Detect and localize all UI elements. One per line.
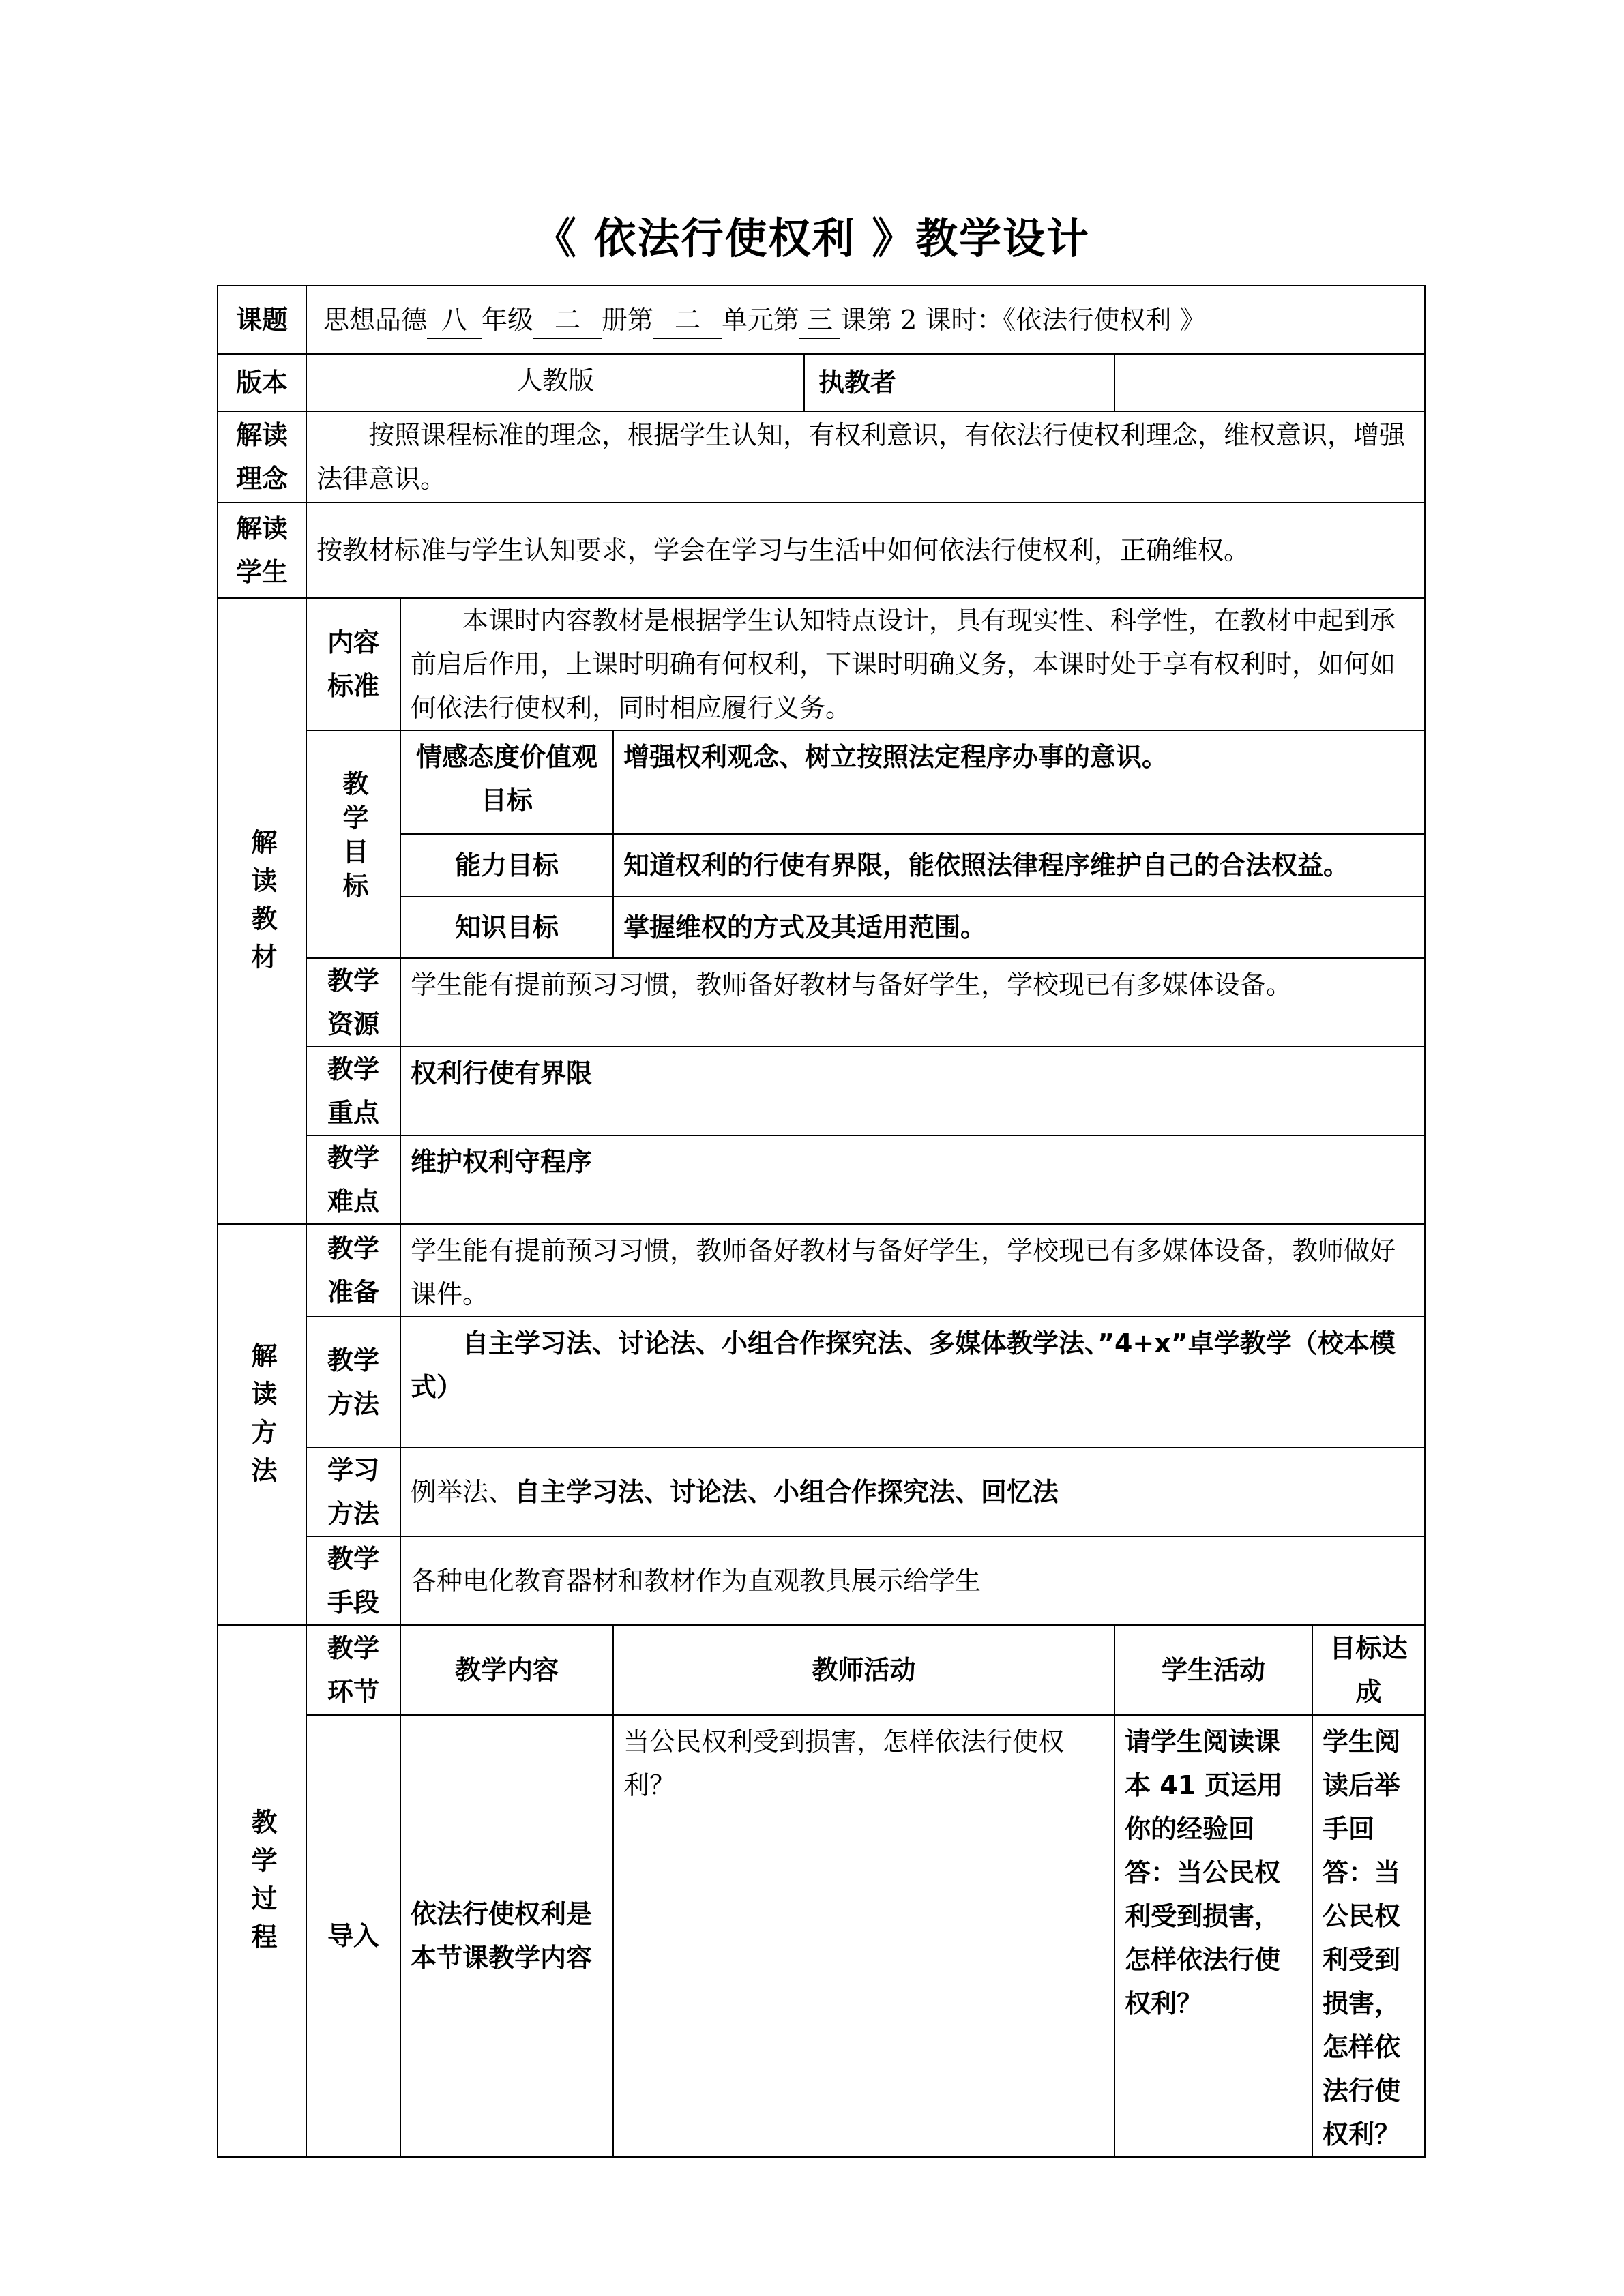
methods-label-text: 解读方法 (247, 1341, 277, 1495)
textbook-label-text: 解读教材 (247, 828, 277, 981)
resources-row (218, 958, 1425, 1047)
goal-label-2: 能力目标 (400, 834, 613, 897)
learn-method-cell (400, 1448, 1425, 1536)
concept-row (218, 411, 1425, 503)
process-content: 依法行使权利是本节课教学内容 (400, 1715, 613, 2157)
key-row (218, 1047, 1425, 1135)
lesson-plan-table (217, 285, 1426, 2158)
students-text: 按教材标准与学生认知要求，学会在学习与生活中如何依法行使权利，正确维权。 (306, 503, 1425, 598)
topic-row (218, 286, 1425, 354)
concept-text: 按照课程标准的理念，根据学生认知，有权利意识，有依法行使权利理念，维权意识，增强法律意识。 (306, 411, 1425, 503)
content-standard-text: 本课时内容教材是根据学生认知特点设计，具有现实性、科学性，在教材中起到承前启后作用，上课时明确有何权利，下课时明确义务，本课时处于享有权利时，如何如何依法行使权利，同时相应履行义务。 (400, 598, 1425, 730)
teach-method-text: 自主学习法、讨论法、小组合作探究法、多媒体教学法、”4+x”卓学教学（校本模式） (400, 1317, 1425, 1448)
teacher-label: 执教者 (804, 354, 1114, 411)
topic-volume: 二 (533, 302, 602, 339)
document-title: 《 依法行使权利 》教学设计 (533, 213, 1091, 263)
topic-unit-suffix: 单元第 (722, 305, 800, 335)
content-standard-row (218, 598, 1425, 730)
learn-method-label: 学习方法 (306, 1448, 400, 1536)
goal-label-3: 知识目标 (400, 897, 613, 958)
process-header-content: 教学内容 (400, 1625, 613, 1715)
learn-method-rest: 自主学习法、讨论法、小组合作探究法、回忆法 (514, 1477, 1059, 1507)
topic-grade: 八 (427, 302, 482, 339)
students-row (218, 503, 1425, 598)
prep-label: 教学准备 (306, 1224, 400, 1317)
process-header-stage: 教学环节 (306, 1625, 400, 1715)
topic-label: 课题 (218, 286, 306, 354)
learn-method-prefix: 例举法、 (411, 1477, 515, 1507)
prep-row (218, 1224, 1425, 1317)
textbook-label (218, 598, 306, 1224)
teach-method-label: 教学方法 (306, 1317, 400, 1448)
difficulty-row (218, 1135, 1425, 1224)
topic-subject: 思想品德 (323, 305, 428, 335)
goal-label-1: 情感态度价值观目标 (400, 730, 613, 834)
edition-label: 版本 (218, 354, 306, 411)
topic-lesson: 三 (799, 302, 840, 339)
students-label: 解读学生 (218, 503, 306, 598)
prep-text: 学生能有提前预习习惯，教师备好教材与备好学生，学校现已有多媒体设备，教师做好课件。 (400, 1224, 1425, 1317)
key-label: 教学重点 (306, 1047, 400, 1135)
learn-method-row (218, 1448, 1425, 1536)
process-header-goal: 目标达成 (1312, 1625, 1425, 1715)
teach-method-row (218, 1317, 1425, 1448)
goal-text-1: 增强权利观念、树立按照法定程序办事的意识。 (613, 730, 1425, 834)
resources-text: 学生能有提前预习习惯，教师备好教材与备好学生，学校现已有多媒体设备。 (400, 958, 1425, 1047)
topic-cell (306, 286, 1425, 354)
key-text: 权利行使有界限 (400, 1047, 1425, 1135)
process-label-text: 教学过程 (247, 1808, 277, 1961)
resources-label: 教学资源 (306, 958, 400, 1047)
process-header-teacher: 教师活动 (613, 1625, 1114, 1715)
topic-lesson-suffix: 课第 2 课时：《依法行使权利 》 (840, 305, 1206, 335)
process-header-student: 学生活动 (1114, 1625, 1312, 1715)
edition-value: 人教版 (306, 354, 804, 411)
goal-text-2: 知道权利的行使有界限，能依照法律程序维护自己的合法权益。 (613, 834, 1425, 897)
topic-grade-suffix: 年级 (482, 305, 534, 335)
means-label: 教学手段 (306, 1536, 400, 1625)
teacher-value (1114, 354, 1425, 411)
edition-row (218, 354, 1425, 411)
process-stage: 导入 (306, 1715, 400, 2157)
process-goal: 学生阅读后举手回答：当公民权利受到损害，怎样依法行使权利？ (1312, 1715, 1425, 2157)
process-row (218, 1715, 1425, 2157)
goal-row-1 (218, 730, 1425, 834)
means-row (218, 1536, 1425, 1625)
means-text: 各种电化教育器材和教材作为直观教具展示给学生 (400, 1536, 1425, 1625)
process-label (218, 1625, 306, 2157)
process-teacher: 当公民权利受到损害，怎样依法行使权利？ (613, 1715, 1114, 2157)
topic-volume-suffix: 册第 (602, 305, 654, 335)
process-student: 请学生阅读课本 41 页运用你的经验回答：当公民权利受到损害，怎样依法行使权利？ (1114, 1715, 1312, 2157)
goal-text-3: 掌握维权的方式及其适用范围。 (613, 897, 1425, 958)
content-standard-label: 内容标准 (306, 598, 400, 730)
topic-unit: 二 (653, 302, 722, 339)
methods-label (218, 1224, 306, 1625)
process-header-row (218, 1625, 1425, 1715)
difficulty-label: 教学难点 (306, 1135, 400, 1224)
goals-label-text: 教学目标 (338, 769, 368, 906)
goals-label (306, 730, 400, 958)
concept-label: 解读理念 (218, 411, 306, 503)
difficulty-text: 维护权利守程序 (400, 1135, 1425, 1224)
